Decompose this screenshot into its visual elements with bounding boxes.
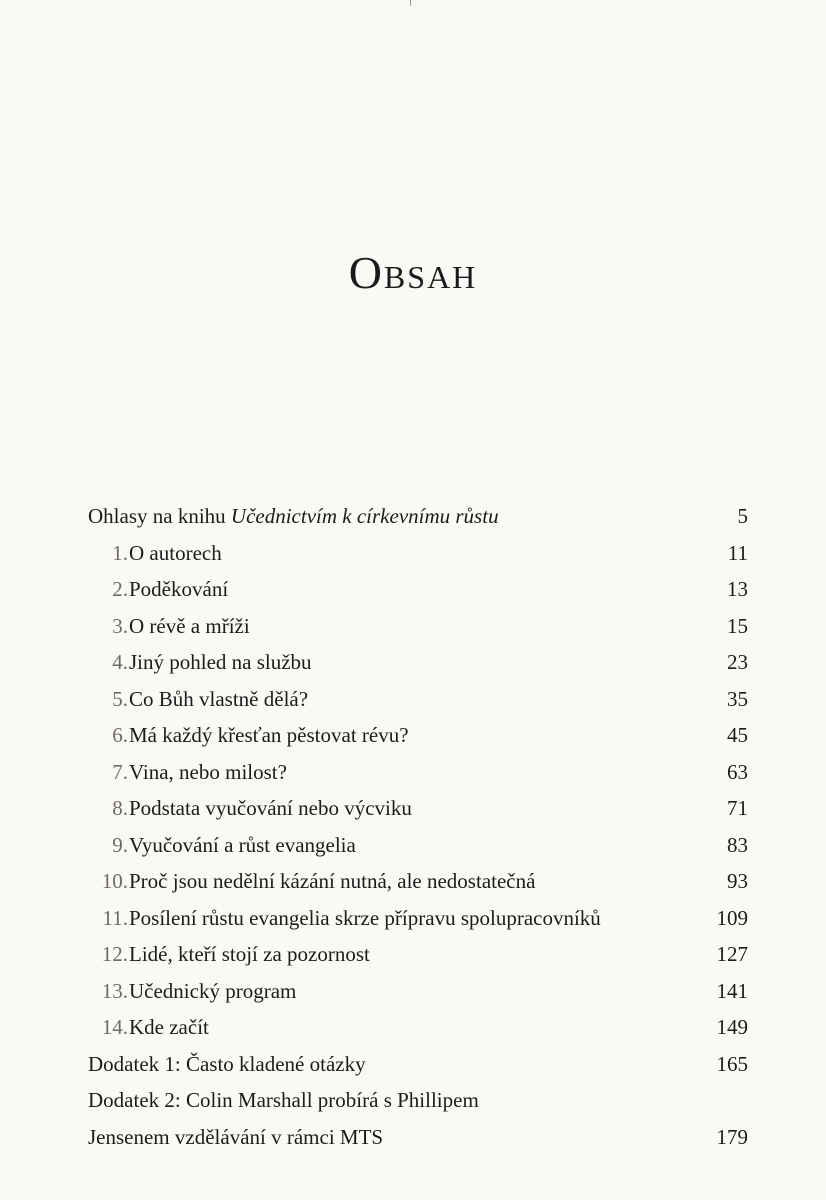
chapter-number: 7.: [112, 759, 128, 784]
chapter-number: 12.: [101, 942, 128, 966]
toc-entry-chapter: [88, 827, 748, 864]
toc-page-number: 165: [716, 1051, 748, 1076]
toc-page-number: 13: [727, 577, 748, 601]
toc-page-number: 71: [727, 796, 748, 820]
toc-entry-chapter: [88, 754, 748, 791]
chapter-title: Jiný pohled na službu: [129, 650, 312, 674]
chapter-number: 8.: [112, 796, 128, 820]
chapter-title: Má každý křesťan pěstovat révu?: [129, 723, 409, 747]
toc-page-number: 11: [727, 540, 748, 565]
chapter-number: 6.: [112, 723, 128, 747]
chapter-number: 4.: [112, 650, 128, 674]
toc-entry-label: [88, 1082, 479, 1155]
toc-entry-chapter: [88, 717, 748, 754]
toc-entry-chapter: [88, 863, 748, 900]
chapter-title: Vina, nebo milost?: [129, 759, 287, 784]
toc-entry-label: [88, 498, 499, 535]
toc-entry-chapter: [88, 571, 748, 608]
toc-page-number: 23: [727, 650, 748, 674]
toc-page-number: 179: [716, 1124, 748, 1149]
toc-page-number: 93: [727, 869, 748, 893]
toc-entry-label-line-1: Dodatek 2: Colin Marshall probírá s Phillipem: [88, 1088, 479, 1112]
toc-entry-chapter: [88, 790, 748, 827]
toc-entry-chapter: [88, 1009, 748, 1046]
toc-entry-chapter: [88, 535, 748, 572]
chapter-number: 9.: [112, 832, 128, 857]
toc-page-number: 45: [727, 723, 748, 747]
toc-page-number: 35: [727, 686, 748, 711]
chapter-title: Poděkování: [129, 577, 229, 601]
chapter-title: Vyučování a růst evangelia: [129, 832, 356, 857]
chapter-list: [88, 535, 748, 1046]
chapter-title: Učednický program: [129, 978, 297, 1003]
toc-entry-chapter: [88, 936, 748, 973]
toc-entry-appendix-1: [88, 1046, 748, 1083]
toc-entry-chapter: [88, 644, 748, 681]
toc-page-number: 5: [737, 504, 748, 528]
chapter-title: Proč jsou nedělní kázání nutná, ale nedostatečná: [129, 869, 536, 893]
toc-entry-appendix-2: [88, 1082, 748, 1155]
chapter-number: 10.: [101, 869, 128, 893]
chapter-number: 11.: [102, 905, 128, 930]
chapter-title: O révě a mříži: [129, 613, 250, 638]
toc-entry-label-line-2: Jensenem vzdělávání v rámci MTS: [88, 1124, 384, 1149]
chapter-number: 2.: [112, 577, 128, 601]
toc-entry-chapter: [88, 900, 748, 937]
page-mark: [410, 0, 411, 6]
chapter-number: 14.: [101, 1015, 128, 1039]
toc-page-number: 127: [716, 942, 748, 966]
toc-page-number: 141: [716, 978, 748, 1003]
toc-entry-prefix: Ohlasy na knihu: [88, 504, 231, 528]
toc-page-number: 15: [727, 613, 748, 638]
toc-entry-chapter: [88, 608, 748, 645]
chapter-number: 1.: [112, 540, 128, 565]
toc-page-number: 83: [727, 832, 748, 857]
toc-page-number: 63: [727, 759, 748, 784]
toc-entry-front: [88, 498, 748, 535]
chapter-title: Kde začít: [129, 1015, 209, 1039]
chapter-number: 13.: [101, 978, 128, 1003]
chapter-title: Co Bůh vlastně dělá?: [129, 686, 309, 711]
toc-entry-label: Dodatek 1: Často kladené otázky: [88, 1051, 366, 1076]
book-title: Učednictvím k církevnímu růstu: [230, 504, 499, 528]
chapter-number: 5.: [112, 686, 128, 711]
chapter-number: 3.: [112, 613, 128, 638]
chapter-title: Posílení růstu evangelia skrze přípravu spolupracovníků: [129, 905, 601, 930]
chapter-title: O autorech: [129, 540, 222, 565]
toc-entry-chapter: [88, 681, 748, 718]
page-title: Obsah: [348, 247, 478, 298]
toc-page-number: 109: [716, 905, 748, 930]
toc-page-number: 149: [716, 1015, 748, 1039]
toc-entry-chapter: [88, 973, 748, 1010]
chapter-title: Podstata vyučování nebo výcviku: [129, 796, 412, 820]
table-of-contents: [88, 498, 748, 1155]
chapter-title: Lidé, kteří stojí za pozornost: [129, 942, 370, 966]
